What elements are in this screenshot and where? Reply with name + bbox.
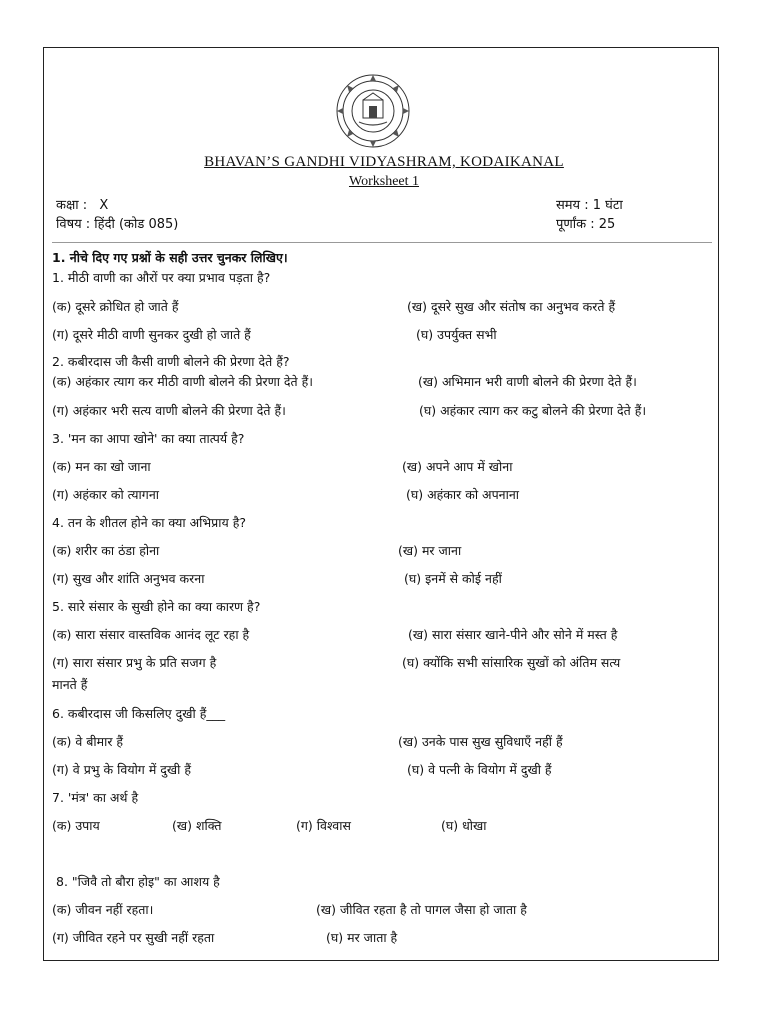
- q5-option-c: (ग) सारा संसार प्रभु के प्रति सजग है: [52, 655, 217, 670]
- q1-option-c: (ग) दूसरे मीठी वाणी सुनकर दुखी हो जाते हैं: [52, 327, 251, 342]
- question-8: 8. "जिवै तो बौरा होइ" का आशय है: [56, 874, 220, 889]
- q8-option-d: (घ) मर जाता है: [326, 930, 398, 945]
- question-7: 7. 'मंत्र' का अर्थ है: [52, 790, 139, 805]
- q5-option-d-continued: मानते हैं: [52, 677, 88, 692]
- q4-option-a: (क) शरीर का ठंडा होना: [52, 543, 160, 558]
- q7-option-c: (ग) विश्वास: [296, 818, 351, 833]
- q7-option-d: (घ) धोखा: [441, 818, 487, 833]
- q8-option-a: (क) जीवन नहीं रहता।: [52, 902, 154, 917]
- class-label: कक्षा :: [56, 198, 88, 213]
- q5-option-b: (ख) सारा संसार खाने-पीने और सोने में मस्त है: [408, 627, 618, 642]
- question-5: 5. सारे संसार के सुखी होने का क्या कारण है?: [52, 599, 261, 614]
- q3-option-c: (ग) अहंकार को त्यागना: [52, 487, 160, 502]
- q6-option-a: (क) वे बीमार हैं: [52, 734, 124, 749]
- school-emblem-logo: [333, 72, 413, 150]
- question-2: 2. कबीरदास जी कैसी वाणी बोलने की प्रेरणा देते हैं?: [52, 354, 290, 369]
- q7-option-b: (ख) शक्ति: [172, 818, 222, 833]
- header-divider: [52, 242, 712, 243]
- q2-option-b: (ख) अभिमान भरी वाणी बोलने की प्रेरणा देते हैं।: [418, 374, 637, 389]
- q4-option-d: (घ) इनमें से कोई नहीं: [404, 571, 502, 586]
- q1-option-b: (ख) दूसरे सुख और संतोष का अनुभव करते हैं: [407, 299, 616, 314]
- question-3: 3. 'मन का आपा खोने' का क्या तात्पर्य है?: [52, 431, 245, 446]
- worksheet-title: Worksheet 1: [348, 174, 420, 189]
- time-field: समय : 1 घंटा: [556, 198, 623, 213]
- subject-field: विषय : हिंदी (कोड 085): [56, 217, 179, 232]
- q2-option-d: (घ) अहंकार त्याग कर कटु बोलने की प्रेरणा देते हैं।: [419, 403, 647, 418]
- q4-option-c: (ग) सुख और शांति अनुभव करना: [52, 571, 205, 586]
- q1-option-a: (क) दूसरे क्रोधित हो जाते हैं: [52, 299, 179, 314]
- q2-option-a: (क) अहंकार त्याग कर मीठी वाणी बोलने की प्रेरणा देते हैं।: [52, 374, 314, 389]
- question-4: 4. तन के शीतल होने का क्या अभिप्राय है?: [52, 515, 246, 530]
- q6-option-b: (ख) उनके पास सुख सुविधाएँ नहीं हैं: [398, 734, 563, 749]
- q7-option-a: (क) उपाय: [52, 818, 100, 833]
- q5-option-a: (क) सारा संसार वास्तविक आनंद लूट रहा है: [52, 627, 250, 642]
- q1-option-d: (घ) उपर्युक्त सभी: [416, 327, 497, 342]
- q3-option-b: (ख) अपने आप में खोना: [402, 459, 513, 474]
- q4-option-b: (ख) मर जाना: [398, 543, 462, 558]
- q6-option-d: (घ) वे पत्नी के वियोग में दुखी हैं: [407, 762, 552, 777]
- question-1: 1. मीठी वाणी का औरों पर क्या प्रभाव पड़ता है?: [52, 270, 271, 285]
- q8-option-b: (ख) जीवित रहता है तो पागल जैसा हो जाता है: [316, 902, 527, 917]
- q3-option-a: (क) मन का खो जाना: [52, 459, 151, 474]
- instruction-text: 1. नीचे दिए गए प्रश्नों के सही उत्तर चुनकर लिखिए।: [52, 250, 288, 265]
- class-value: X: [99, 198, 109, 213]
- class-field: [56, 195, 108, 213]
- school-name: BHAVAN’S GANDHI VIDYASHRAM, KODAIKANAL: [204, 154, 564, 170]
- q3-option-d: (घ) अहंकार को अपनाना: [406, 487, 520, 502]
- q2-option-c: (ग) अहंकार भरी सत्य वाणी बोलने की प्रेरणा देते हैं।: [52, 403, 286, 418]
- q5-option-d: (घ) क्योंकि सभी सांसारिक सुखों को अंतिम सत्य: [402, 655, 621, 670]
- question-6: 6. कबीरदास जी किसलिए दुखी हैं___: [52, 706, 226, 721]
- q8-option-c: (ग) जीवित रहने पर सुखी नहीं रहता: [52, 930, 215, 945]
- marks-field: पूर्णांक : 25: [556, 217, 616, 232]
- q6-option-c: (ग) वे प्रभु के वियोग में दुखी हैं: [52, 762, 191, 777]
